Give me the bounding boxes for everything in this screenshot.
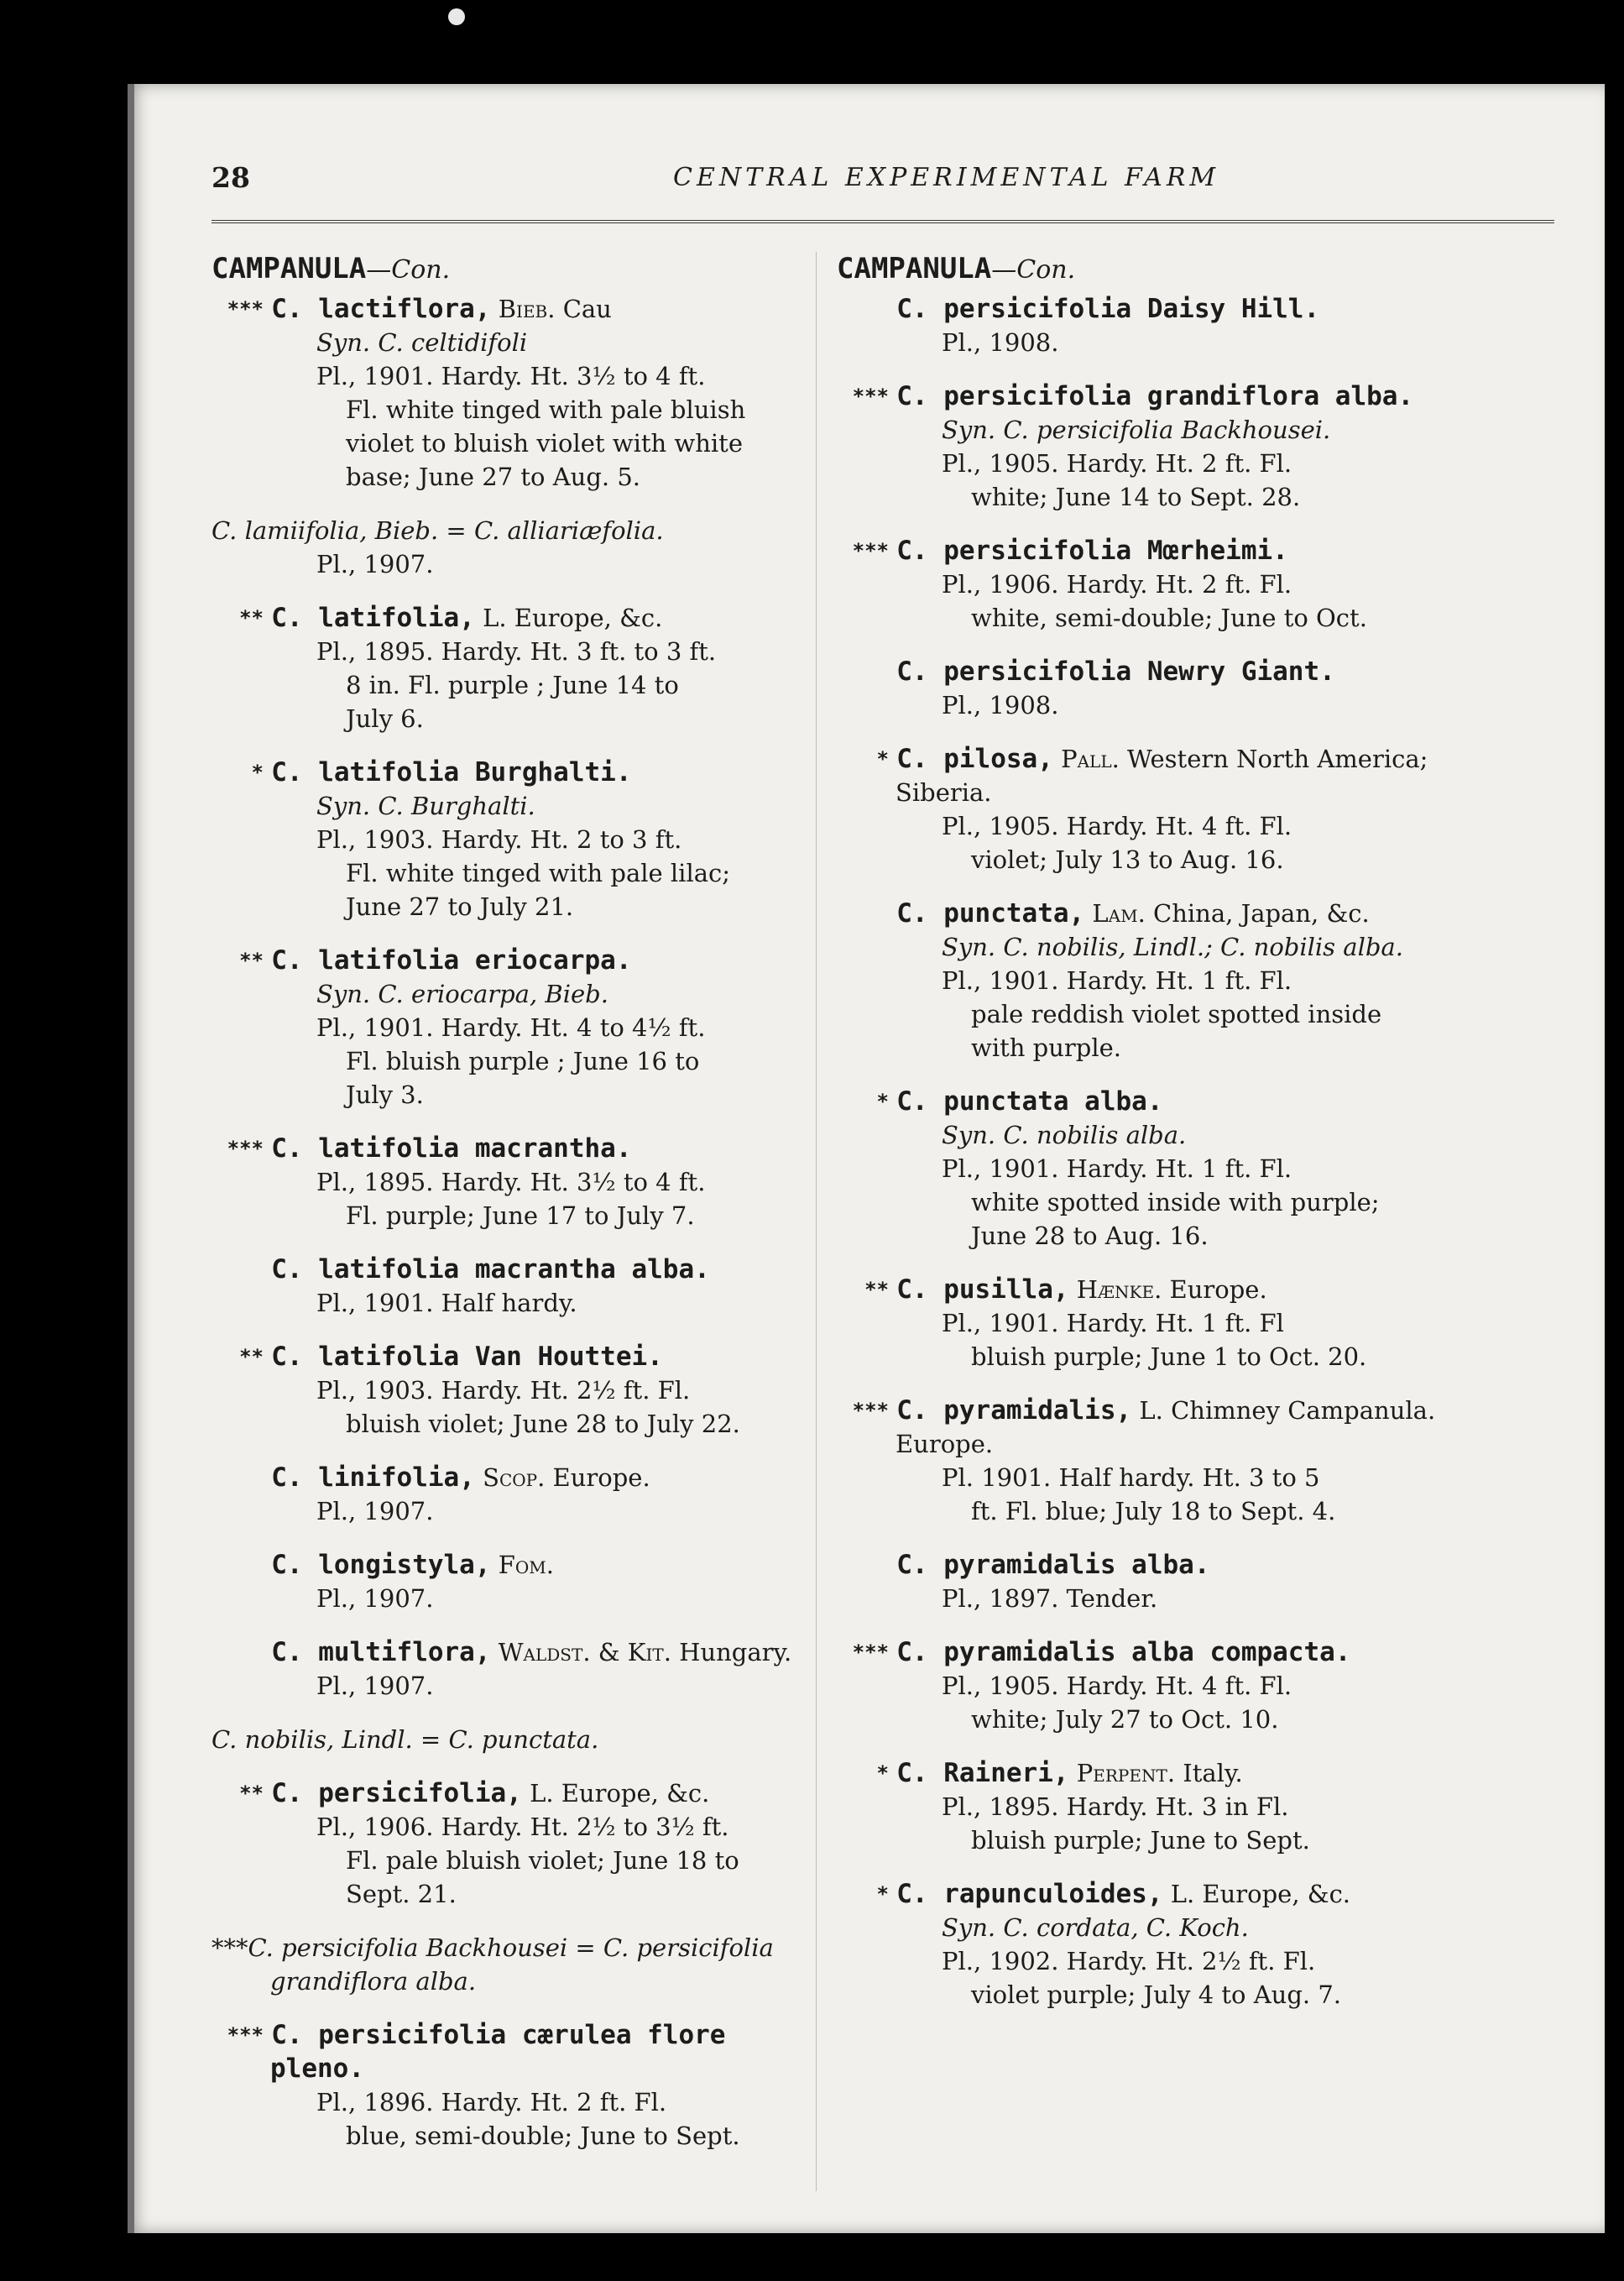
entry-line: Pl., 1907.	[316, 1497, 434, 1525]
entry-title	[211, 1723, 824, 1756]
plant-entry	[837, 292, 1449, 359]
synonym-line: Syn. C. persicifolia Backhousei.	[942, 416, 1331, 444]
entry-line: Pl., 1895. Hardy. Ht. 3 ft. to 3 ft.	[316, 637, 717, 666]
page-header	[211, 161, 1554, 203]
entry-title	[837, 1273, 1449, 1306]
entry-title	[837, 1394, 1449, 1461]
species-author: Waldst. & Kit.	[498, 1638, 671, 1666]
entry-line: white; June 14 to Sept. 28.	[971, 483, 1301, 511]
plant-entry	[211, 1253, 824, 1320]
rating-stars: *	[876, 1090, 889, 1113]
entry-line: violet to bluish violet with white	[346, 429, 743, 458]
rating-stars: *	[251, 761, 264, 784]
species-author: Perpent.	[1076, 1759, 1176, 1787]
rating-stars: ***	[852, 1399, 889, 1422]
species-origin: Europe.	[552, 1463, 650, 1492]
species-name: C. Raineri,	[896, 1758, 1069, 1788]
plant-entry	[837, 1877, 1449, 2012]
rating-stars: ***	[852, 539, 889, 562]
entry-line: Pl., 1905. Hardy. Ht. 4 ft. Fl.	[942, 1672, 1292, 1700]
species-name: C. rapunculoides,	[896, 1879, 1163, 1909]
entry-title	[211, 2018, 824, 2085]
plant-entry	[211, 1776, 824, 1911]
plant-entry	[211, 1340, 824, 1441]
species-name: C. latifolia macrantha alba.	[271, 1254, 710, 1284]
species-name: C. longistyla,	[271, 1550, 491, 1580]
species-origin: Europe.	[1169, 1275, 1267, 1304]
species-origin: Cau	[562, 295, 612, 323]
entry-title	[837, 534, 1449, 568]
entry-line: Pl., 1903. Hardy. Ht. 2 to 3 ft.	[316, 825, 682, 854]
entry-line: Pl., 1901. Hardy. Ht. 1 ft. Fl.	[942, 966, 1292, 995]
entry-title	[211, 944, 824, 977]
entry-line: Fl. bluish purple ; June 16 to	[346, 1047, 700, 1075]
plant-entry	[211, 1723, 824, 1756]
plant-entry	[837, 897, 1449, 1065]
species-name: C. pyramidalis alba.	[896, 1550, 1210, 1580]
heading-suffix: —Con.	[366, 255, 451, 285]
heading-suffix: —Con.	[991, 255, 1076, 285]
plant-entry	[211, 1461, 824, 1528]
species-author: Hænke.	[1076, 1275, 1162, 1304]
entry-line: Fl. purple; June 17 to July 7.	[346, 1201, 695, 1230]
cross-reference: ***C. persicifolia Backhousei = C. persicifolia grandiflora alba.	[211, 1933, 774, 1996]
entry-line: Fl. white tinged with pale bluish	[346, 395, 746, 424]
entry-title	[211, 1548, 824, 1582]
entry-title	[211, 1340, 824, 1373]
entry-title	[837, 742, 1449, 809]
rating-stars: ***	[227, 1137, 264, 1160]
plant-entry	[837, 1394, 1449, 1528]
entry-line: Fl. white tinged with pale lilac;	[346, 859, 731, 887]
entry-line: bluish violet; June 28 to July 22.	[346, 1410, 740, 1438]
entry-title	[837, 379, 1449, 413]
plant-entry	[211, 1931, 824, 1998]
species-name: C. pilosa,	[896, 744, 1053, 774]
cross-reference: C. lamiifolia, Bieb. = C. alliariæfolia.	[211, 516, 664, 545]
header-rule	[211, 220, 1554, 223]
plant-entry	[211, 944, 824, 1112]
species-name: C. pusilla,	[896, 1274, 1069, 1305]
entry-title	[211, 514, 824, 547]
entry-line: ft. Fl. blue; July 18 to Sept. 4.	[971, 1497, 1336, 1525]
species-name: C. pyramidalis alba compacta.	[896, 1637, 1351, 1667]
column-heading	[211, 252, 824, 285]
entry-title	[211, 601, 824, 635]
cross-reference: C. nobilis, Lindl. = C. punctata.	[211, 1725, 599, 1754]
species-origin: China, Japan, &c.	[1153, 899, 1370, 928]
rating-stars: ***	[227, 2023, 264, 2047]
plant-entry	[837, 1548, 1449, 1615]
rating-stars: **	[239, 1345, 264, 1368]
synonym-line: Syn. C. nobilis, Lindl.; C. nobilis alba.	[942, 933, 1403, 961]
entry-line: Sept. 21.	[346, 1880, 457, 1908]
species-origin: Europe, &c.	[514, 604, 663, 632]
entry-line: June 28 to Aug. 16.	[971, 1222, 1209, 1250]
rating-stars: *	[876, 1882, 889, 1906]
synonym-line: Syn. C. eriocarpa, Bieb.	[316, 980, 608, 1008]
entry-line: pale reddish violet spotted inside	[971, 1000, 1382, 1028]
entry-line: Pl., 1906. Hardy. Ht. 2 ft. Fl.	[942, 570, 1292, 599]
entry-title	[211, 1461, 824, 1494]
entry-line: bluish purple; June 1 to Oct. 20.	[971, 1342, 1367, 1371]
species-author: Lam.	[1092, 899, 1146, 928]
entry-title	[837, 292, 1449, 326]
species-name: C. persicifolia grandiflora alba.	[896, 381, 1414, 411]
plant-entry	[211, 1548, 824, 1615]
entry-line: white, semi-double; June to Oct.	[971, 604, 1367, 632]
entry-line: Pl., 1901. Hardy. Ht. 1 ft. Fl.	[942, 1154, 1292, 1183]
plant-entry	[211, 2018, 824, 2153]
entry-title	[837, 1635, 1449, 1669]
entry-title	[211, 1253, 824, 1286]
entry-line: Pl., 1901. Hardy. Ht. 1 ft. Fl	[942, 1309, 1284, 1337]
left-column	[211, 252, 824, 2173]
entry-line: Pl., 1895. Hardy. Ht. 3 in Fl.	[942, 1792, 1289, 1821]
rating-stars: **	[239, 949, 264, 972]
species-origin: Italy.	[1183, 1759, 1243, 1787]
entry-line: Pl., 1908.	[942, 328, 1059, 357]
species-name: C. pyramidalis,	[896, 1395, 1132, 1426]
plant-entry	[837, 655, 1449, 722]
heading-genus: CAMPANULA	[211, 252, 367, 285]
plant-entry	[837, 1085, 1449, 1253]
entry-line: July 6.	[346, 704, 424, 733]
scan-artifact-dot	[448, 8, 465, 25]
plant-entry	[211, 756, 824, 923]
entry-line: 8 in. Fl. purple ; June 14 to	[346, 671, 679, 699]
entry-line: violet; July 13 to Aug. 16.	[971, 845, 1284, 874]
species-origin: Western North America; Siberia.	[896, 745, 1428, 807]
species-name: C. persicifolia cærulea flore pleno.	[270, 2020, 726, 2084]
synonym-line: Syn. C. celtidifoli	[316, 328, 528, 357]
species-author: Fom.	[498, 1551, 554, 1579]
entry-title	[837, 1877, 1449, 1911]
species-author: Scop.	[483, 1463, 546, 1492]
entry-line: with purple.	[971, 1033, 1121, 1062]
entry-line: Pl., 1903. Hardy. Ht. 2½ ft. Fl.	[316, 1376, 691, 1405]
running-title: CENTRAL EXPERIMENTAL FARM	[673, 163, 1220, 192]
entry-title	[211, 1132, 824, 1165]
entry-line: Pl. 1901. Half hardy. Ht. 3 to 5	[942, 1463, 1320, 1492]
entry-title	[837, 1548, 1449, 1582]
plant-entry	[211, 1132, 824, 1232]
plant-entry	[211, 601, 824, 735]
entry-title	[211, 292, 824, 326]
rating-stars: **	[239, 1781, 264, 1805]
species-name: C. lactiflora,	[271, 294, 491, 324]
entry-line: blue, semi-double; June to Sept.	[346, 2121, 740, 2150]
entry-line: Pl., 1895. Hardy. Ht. 3½ to 4 ft.	[316, 1168, 706, 1196]
entry-line: Pl., 1908.	[942, 691, 1059, 719]
plant-entry	[837, 534, 1449, 635]
plant-entry	[837, 1273, 1449, 1373]
entry-title	[837, 1085, 1449, 1118]
species-name: C. latifolia,	[271, 603, 475, 633]
synonym-line: Syn. C. nobilis alba.	[942, 1121, 1187, 1149]
species-name: C. linifolia,	[271, 1462, 475, 1493]
species-name: C. persicifolia Daisy Hill.	[896, 294, 1320, 324]
synonym-line: Syn. C. cordata, C. Koch.	[942, 1913, 1249, 1942]
entry-line: Pl., 1897. Tender.	[942, 1584, 1158, 1613]
rating-stars: ***	[227, 297, 264, 321]
synonym-line: Syn. C. Burghalti.	[316, 792, 535, 820]
entry-line: Pl., 1901. Hardy. Ht. 4 to 4½ ft.	[316, 1013, 706, 1042]
species-author: L.	[1139, 1396, 1163, 1425]
entry-line: violet purple; July 4 to Aug. 7.	[971, 1980, 1341, 2009]
entry-line: Pl., 1907.	[316, 550, 434, 578]
species-name: C. punctata alba.	[896, 1086, 1163, 1117]
plant-entry	[837, 1635, 1449, 1736]
species-author: L.	[530, 1779, 554, 1808]
entry-line: Pl., 1905. Hardy. Ht. 4 ft. Fl.	[942, 812, 1292, 840]
species-author: Pall.	[1061, 745, 1120, 773]
book-page	[128, 84, 1605, 2233]
entry-line: base; June 27 to Aug. 5.	[346, 463, 640, 491]
entry-line: Pl., 1901. Half hardy.	[316, 1289, 577, 1317]
species-name: C. latifolia eriocarpa.	[271, 945, 632, 976]
species-author: L.	[1170, 1880, 1195, 1908]
entry-title	[211, 756, 824, 789]
species-name: C. multiflora,	[271, 1637, 491, 1667]
entry-title	[211, 1931, 824, 1998]
plant-entry	[837, 1756, 1449, 1857]
entry-title	[837, 1756, 1449, 1790]
entry-line: Pl., 1901. Hardy. Ht. 3½ to 4 ft.	[316, 362, 706, 390]
plant-entry	[211, 1635, 824, 1703]
plant-entry	[837, 742, 1449, 876]
entry-title	[211, 1635, 824, 1669]
species-name: C. persicifolia,	[271, 1778, 522, 1808]
entry-line: white; July 27 to Oct. 10.	[971, 1705, 1279, 1734]
species-author: L.	[483, 604, 507, 632]
rating-stars: **	[239, 606, 264, 630]
species-name: C. persicifolia Mœrheimi.	[896, 536, 1288, 566]
entry-title	[837, 897, 1449, 930]
species-author: Bieb.	[498, 295, 556, 323]
species-origin: Europe, &c.	[1202, 1880, 1351, 1908]
species-origin: Chimney Campanula. Europe.	[896, 1396, 1436, 1458]
species-origin: Europe, &c.	[561, 1779, 710, 1808]
right-column	[837, 252, 1449, 2032]
entry-line: white spotted inside with purple;	[971, 1188, 1380, 1216]
entry-line: Pl., 1902. Hardy. Ht. 2½ ft. Fl.	[942, 1947, 1316, 1975]
entry-title	[211, 1776, 824, 1810]
species-origin: Hungary.	[679, 1638, 792, 1666]
entry-line: Pl., 1906. Hardy. Ht. 2½ to 3½ ft.	[316, 1813, 729, 1841]
page-number: 28	[211, 161, 250, 194]
rating-stars: ***	[852, 385, 889, 408]
plant-entry	[211, 514, 824, 581]
plant-entry	[837, 379, 1449, 514]
entry-line: June 27 to July 21.	[346, 892, 574, 921]
entry-line: Pl., 1905. Hardy. Ht. 2 ft. Fl.	[942, 449, 1292, 478]
rating-stars: ***	[852, 1640, 889, 1664]
heading-genus: CAMPANULA	[837, 252, 992, 285]
plant-entry	[211, 292, 824, 494]
rating-stars: *	[876, 1761, 889, 1785]
species-name: C. latifolia Van Houttei.	[271, 1342, 663, 1372]
entry-line: Pl., 1907.	[316, 1672, 434, 1700]
species-name: C. punctata,	[896, 898, 1085, 929]
entry-title	[837, 655, 1449, 688]
entry-line: bluish purple; June to Sept.	[971, 1826, 1310, 1855]
entry-line: Pl., 1907.	[316, 1584, 434, 1613]
column-heading	[837, 252, 1449, 285]
rating-stars: *	[876, 747, 889, 771]
page-edge-shadow	[128, 84, 134, 2233]
species-name: C. latifolia macrantha.	[271, 1133, 632, 1164]
species-name: C. latifolia Burghalti.	[271, 757, 632, 787]
entry-line: Pl., 1896. Hardy. Ht. 2 ft. Fl.	[316, 2088, 667, 2116]
species-name: C. persicifolia Newry Giant.	[896, 657, 1335, 687]
rating-stars: **	[864, 1278, 889, 1301]
entry-line: July 3.	[346, 1080, 424, 1109]
entry-line: Fl. pale bluish violet; June 18 to	[346, 1846, 739, 1875]
